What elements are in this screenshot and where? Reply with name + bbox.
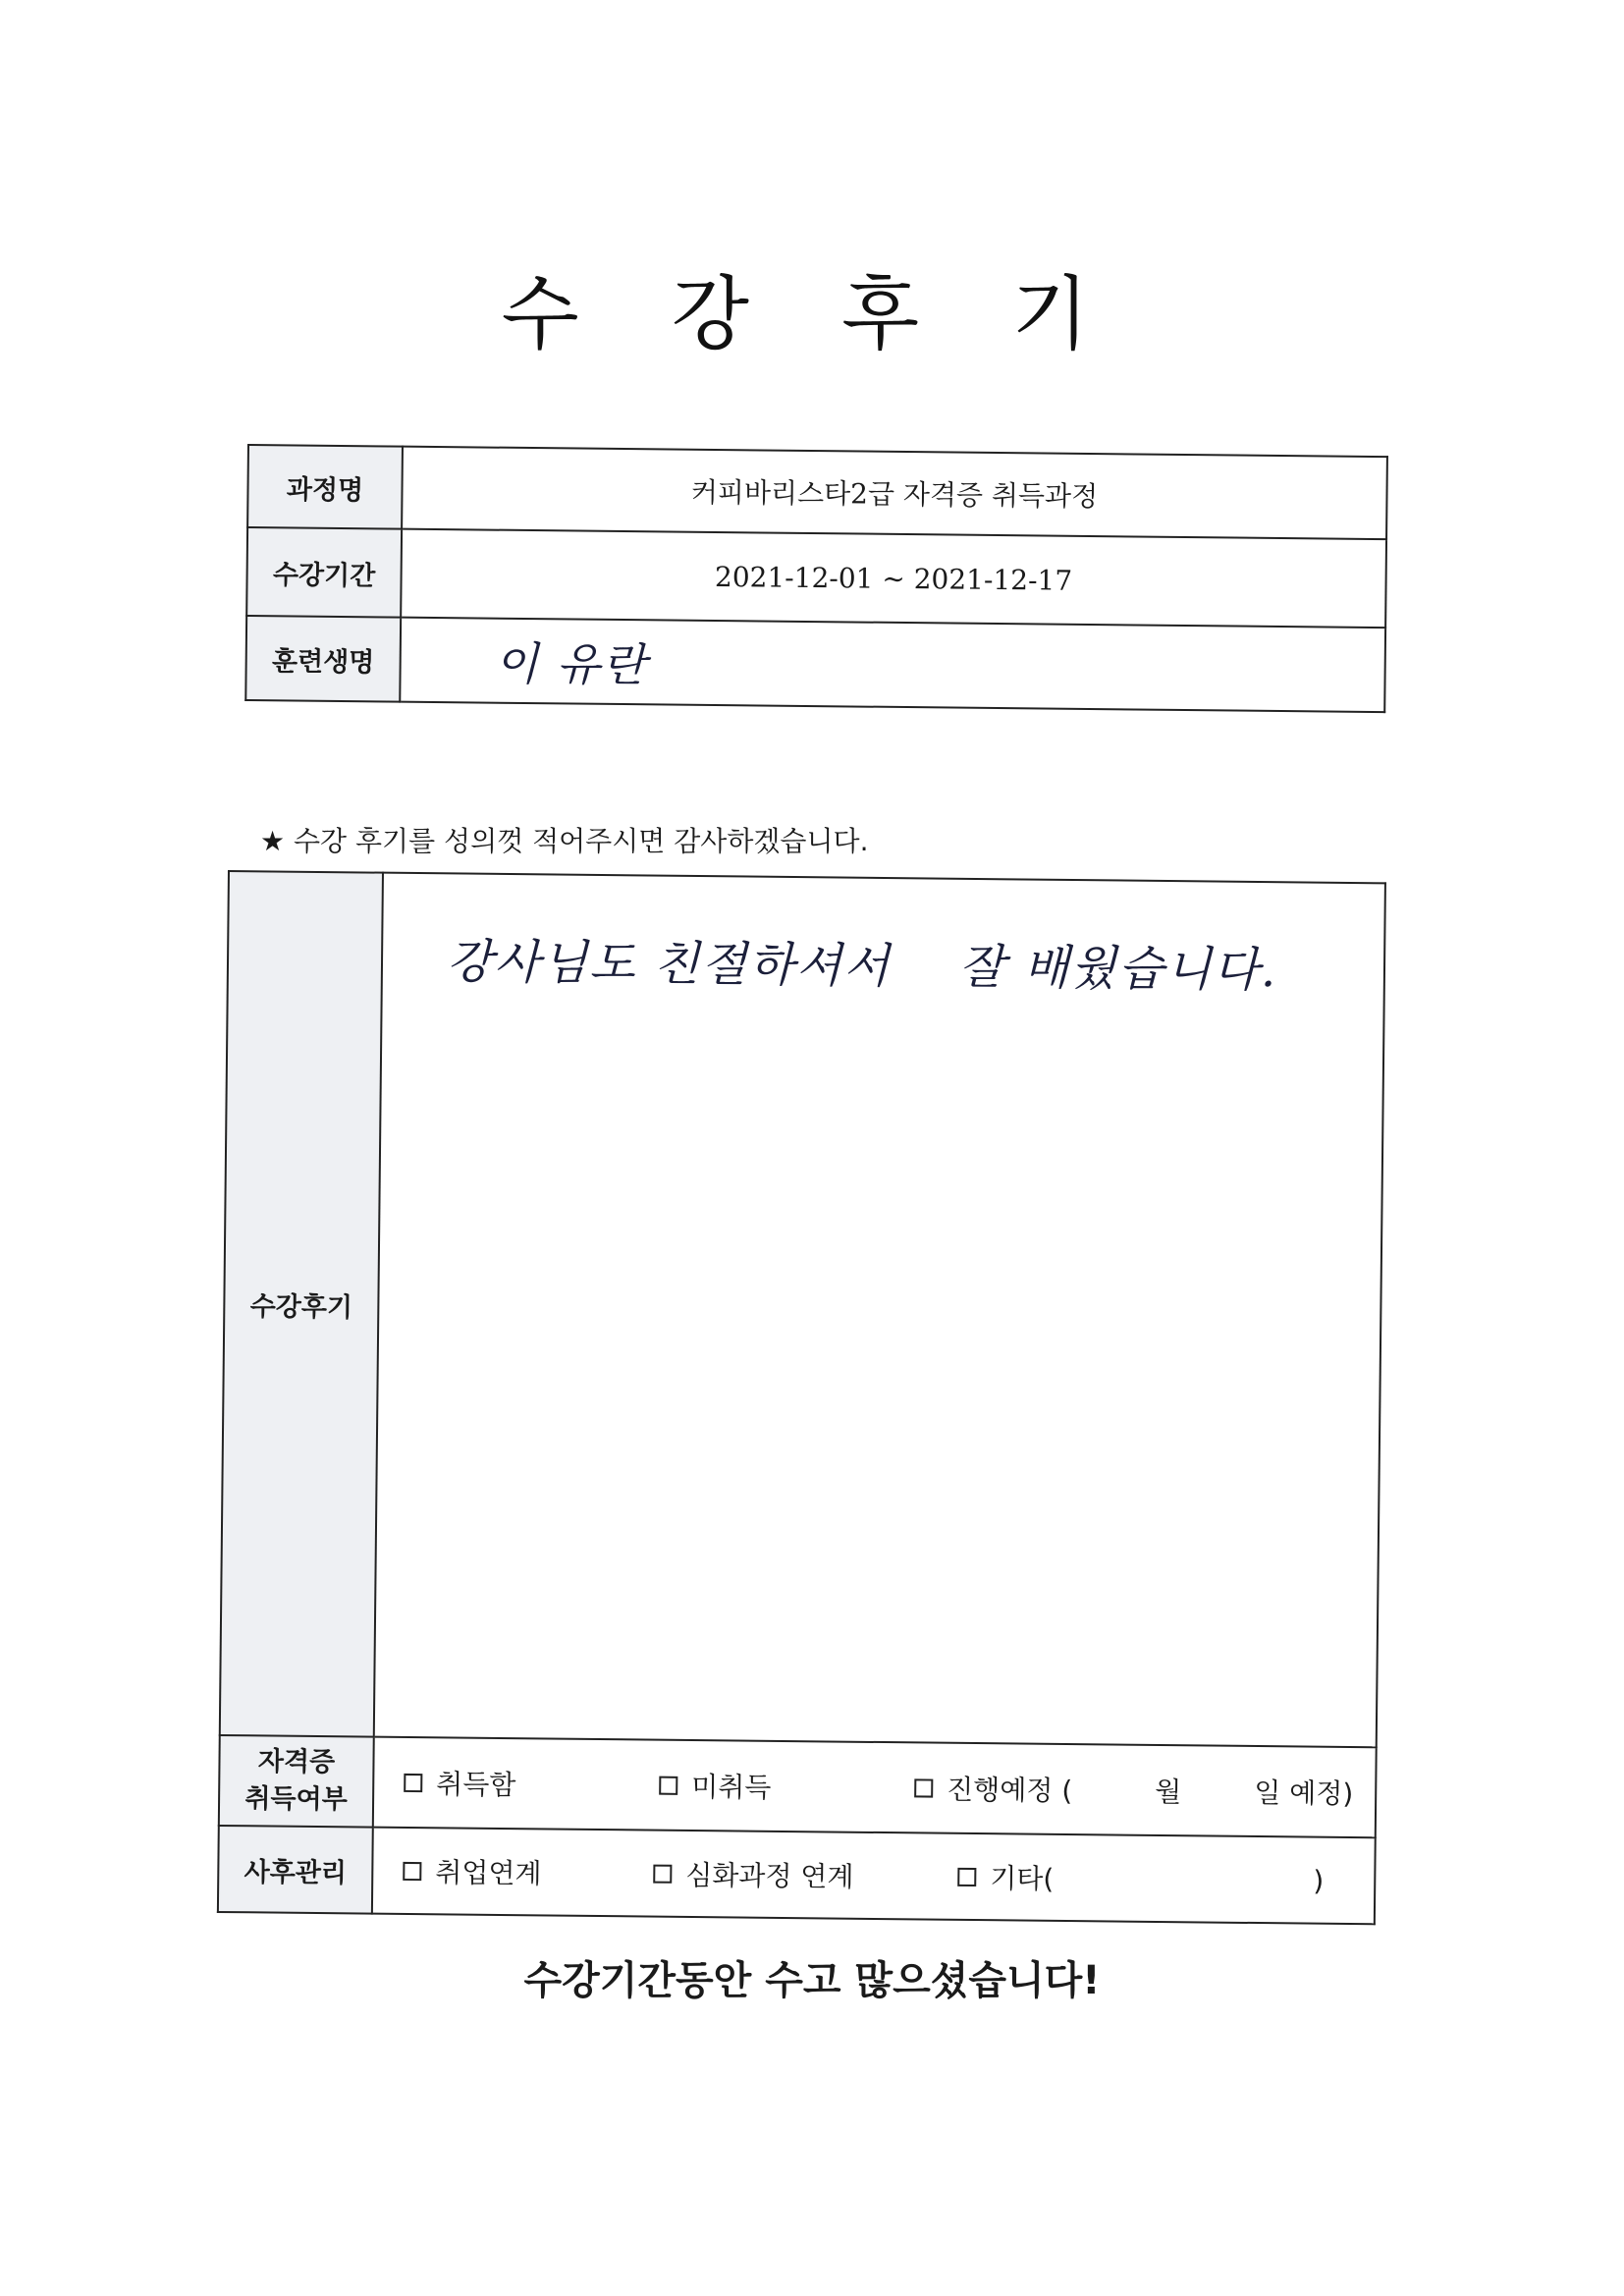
period-label: 수강기간 [246, 527, 402, 618]
option-scheduled-label: 진행예정 ( [947, 1773, 1073, 1808]
page-title: 수 강 후 기 [501, 268, 1123, 361]
option-acquired-label: 취득함 [436, 1768, 516, 1802]
option-other[interactable] [957, 1857, 1324, 1900]
option-scheduled[interactable] [914, 1768, 1353, 1812]
month-label: 월 [1155, 1775, 1182, 1809]
option-other-label: 기타( [990, 1862, 1055, 1895]
course-label: 과정명 [247, 445, 403, 529]
option-advanced-course-label: 심화과정 연계 [685, 1858, 854, 1893]
review-table [217, 870, 1386, 1925]
followup-label: 사후관리 [218, 1826, 373, 1914]
notice-text: ★ 수강 후기를 성의껏 적어주시면 감사하겠습니다. [260, 825, 869, 857]
option-not-acquired-label: 미취득 [691, 1770, 772, 1804]
option-employment-link-label: 취업연계 [435, 1856, 542, 1890]
option-acquired[interactable] [404, 1763, 659, 1805]
review-handwriting: 강사님도 친절하셔서 잘 배웠습니다. [446, 934, 1278, 999]
checkbox-icon[interactable] [957, 1867, 976, 1886]
certification-label [219, 1735, 374, 1828]
trainee-name-handwriting: 이 유란 [494, 636, 648, 692]
course-value: 커피바리스타2급 자격증 취득과정 [402, 447, 1387, 539]
checkbox-icon[interactable] [653, 1864, 672, 1883]
closing-message: 수강기간동안 수고 많으셨습니다! [523, 1958, 1101, 2003]
review-cell [374, 873, 1385, 1748]
option-employment-link[interactable] [403, 1851, 653, 1893]
period-value: 2021-12-01 ~ 2021-12-17 [401, 529, 1386, 628]
checkbox-icon[interactable] [404, 1773, 422, 1791]
review-label: 수강후기 [220, 871, 383, 1737]
info-table [244, 444, 1388, 713]
certification-label-line1: 자격증 [257, 1746, 336, 1778]
certification-options [373, 1737, 1377, 1838]
option-not-acquired[interactable] [659, 1766, 914, 1808]
day-label: 일 예정) [1254, 1776, 1354, 1811]
option-other-close: ) [1313, 1864, 1325, 1897]
checkbox-icon[interactable] [659, 1776, 677, 1794]
trainee-name-cell [400, 618, 1385, 712]
option-advanced-course[interactable] [653, 1854, 957, 1896]
checkbox-icon[interactable] [403, 1861, 421, 1880]
trainee-label: 훈련생명 [245, 616, 401, 702]
checkbox-icon[interactable] [914, 1778, 933, 1797]
certification-label-line2: 취득여부 [244, 1783, 348, 1816]
followup-options [372, 1828, 1376, 1925]
